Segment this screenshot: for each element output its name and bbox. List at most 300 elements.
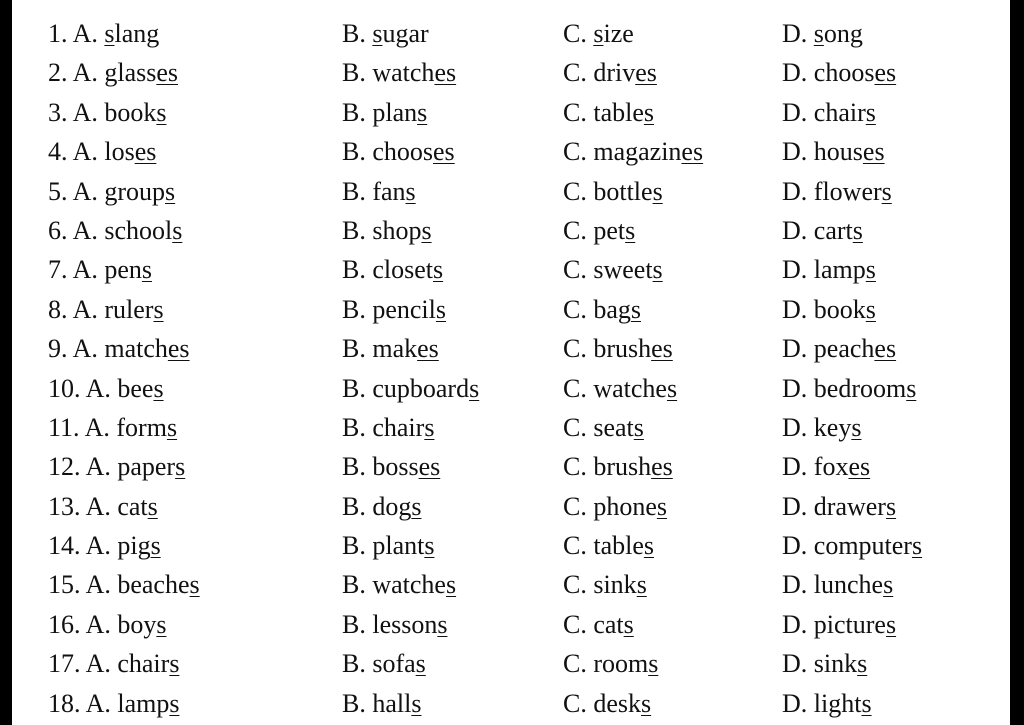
word-part: hall bbox=[372, 688, 412, 718]
option-letter: C. bbox=[563, 176, 594, 206]
word-part: seat bbox=[593, 412, 634, 442]
underlined-sound: s bbox=[883, 570, 894, 600]
word-part: phone bbox=[593, 491, 657, 521]
question-row bbox=[12, 684, 1010, 723]
underlined-sound: s bbox=[648, 649, 659, 679]
option-c bbox=[563, 684, 651, 723]
option-b bbox=[342, 408, 434, 447]
underlined-sound: s bbox=[625, 215, 636, 245]
option-letter: C. bbox=[563, 58, 594, 88]
word-part: closet bbox=[372, 255, 433, 285]
question-row bbox=[12, 290, 1010, 329]
question-row bbox=[12, 211, 1010, 250]
word-part: peach bbox=[813, 334, 875, 364]
underlined-sound: s bbox=[415, 649, 426, 679]
word-part: picture bbox=[813, 609, 886, 639]
option-letter: B. bbox=[342, 452, 373, 482]
option-d bbox=[782, 14, 863, 53]
option-a bbox=[48, 605, 166, 644]
option-a bbox=[48, 487, 158, 526]
word-part: ruler bbox=[104, 294, 154, 324]
option-d bbox=[782, 93, 876, 132]
underlined-sound: es bbox=[418, 452, 441, 482]
underlined-sound: s bbox=[656, 491, 668, 521]
option-c bbox=[563, 644, 658, 683]
option-letter: D. bbox=[782, 19, 814, 48]
option-letter: B. bbox=[342, 19, 373, 48]
underlined-sound: es bbox=[167, 334, 190, 364]
word-part: form bbox=[116, 412, 167, 442]
question-row bbox=[12, 526, 1010, 565]
option-letter: C. bbox=[563, 334, 594, 364]
underlined-sound: es bbox=[434, 58, 457, 88]
underlined-sound: s bbox=[636, 570, 647, 600]
option-c bbox=[563, 290, 641, 329]
option-c bbox=[563, 250, 663, 289]
option-letter: C. bbox=[563, 531, 594, 561]
option-c bbox=[563, 526, 654, 565]
word-part: pet bbox=[593, 215, 626, 245]
word-part: match bbox=[104, 334, 168, 364]
option-letter: D. bbox=[782, 215, 814, 245]
option-letter: D. bbox=[782, 334, 814, 364]
option-letter: D. bbox=[782, 255, 814, 285]
question-row bbox=[12, 644, 1010, 683]
option-letter: B. bbox=[342, 255, 373, 285]
word-part: pen bbox=[104, 255, 142, 285]
pronunciation-question-list bbox=[12, 14, 1010, 723]
option-letter: D. bbox=[782, 531, 814, 561]
underlined-sound: s bbox=[885, 609, 897, 639]
option-d bbox=[782, 644, 867, 683]
underlined-sound: es bbox=[874, 334, 897, 364]
option-c bbox=[563, 132, 703, 171]
option-a bbox=[48, 93, 166, 132]
word-part: bag bbox=[593, 294, 631, 324]
option-c bbox=[563, 605, 634, 644]
option-b bbox=[342, 93, 427, 132]
question-number: 18. A. bbox=[48, 688, 111, 718]
option-letter: B. bbox=[342, 137, 373, 167]
underlined-sound: s bbox=[411, 688, 422, 718]
option-b bbox=[342, 684, 421, 723]
question-row bbox=[12, 132, 1010, 171]
word-part: plant bbox=[372, 531, 425, 561]
underlined-sound: s bbox=[165, 176, 176, 206]
underlined-sound: es bbox=[681, 137, 704, 167]
option-letter: C. bbox=[563, 649, 594, 679]
option-letter: C. bbox=[563, 412, 594, 442]
option-letter: B. bbox=[342, 412, 373, 442]
underlined-sound: s bbox=[652, 176, 663, 206]
word-part: boy bbox=[117, 609, 157, 639]
word-part: ugar bbox=[382, 19, 429, 48]
option-b bbox=[342, 526, 434, 565]
underlined-sound: es bbox=[848, 452, 871, 482]
option-c bbox=[563, 211, 635, 250]
option-letter: B. bbox=[342, 491, 373, 521]
word-part: choos bbox=[813, 58, 875, 88]
word-part: ize bbox=[603, 19, 634, 48]
option-letter: D. bbox=[782, 137, 814, 167]
underlined-sound: s bbox=[911, 531, 923, 561]
worksheet-page bbox=[12, 0, 1010, 725]
option-c bbox=[563, 329, 673, 368]
underlined-sound: s bbox=[405, 176, 416, 206]
underlined-sound: s bbox=[153, 373, 164, 403]
underlined-sound: s bbox=[885, 491, 897, 521]
option-letter: B. bbox=[342, 215, 373, 245]
word-part: flower bbox=[813, 176, 882, 206]
option-b bbox=[342, 329, 439, 368]
underlined-sound: s bbox=[189, 570, 200, 600]
word-part: book bbox=[104, 97, 157, 127]
underlined-sound: es bbox=[862, 137, 885, 167]
word-part: chair bbox=[372, 412, 425, 442]
word-part: shop bbox=[372, 215, 422, 245]
underlined-sound: s bbox=[623, 609, 634, 639]
underlined-sound: s bbox=[469, 373, 480, 403]
option-a bbox=[48, 290, 164, 329]
option-d bbox=[782, 408, 861, 447]
underlined-sound: s bbox=[169, 688, 180, 718]
option-letter: C. bbox=[563, 373, 594, 403]
option-a bbox=[48, 684, 179, 723]
underlined-sound: s bbox=[372, 19, 383, 48]
option-b bbox=[342, 14, 429, 53]
word-part: boss bbox=[372, 452, 419, 482]
option-a bbox=[48, 408, 177, 447]
underlined-sound: s bbox=[813, 19, 824, 48]
question-number: 16. A. bbox=[48, 609, 111, 639]
option-letter: C. bbox=[563, 452, 594, 482]
option-b bbox=[342, 132, 455, 171]
underlined-sound: s bbox=[852, 215, 863, 245]
option-d bbox=[782, 53, 896, 92]
underlined-sound: es bbox=[874, 58, 897, 88]
underlined-sound: es bbox=[433, 137, 455, 167]
option-d bbox=[782, 329, 896, 368]
underlined-sound: es bbox=[635, 58, 657, 88]
underlined-sound: s bbox=[147, 491, 158, 521]
option-a bbox=[48, 447, 185, 486]
option-a bbox=[48, 526, 161, 565]
question-number: 3. A. bbox=[48, 97, 98, 127]
option-b bbox=[342, 644, 426, 683]
word-part: lamp bbox=[813, 255, 866, 285]
question-row bbox=[12, 250, 1010, 289]
underlined-sound: s bbox=[150, 531, 161, 561]
underlined-sound: s bbox=[865, 255, 876, 285]
word-part: magazin bbox=[593, 137, 682, 167]
underlined-sound: s bbox=[104, 19, 115, 48]
option-d bbox=[782, 211, 863, 250]
word-part: sink bbox=[813, 649, 858, 679]
underlined-sound: s bbox=[421, 215, 432, 245]
option-letter: B. bbox=[342, 570, 373, 600]
option-letter: B. bbox=[342, 176, 373, 206]
underlined-sound: s bbox=[166, 412, 178, 442]
option-a bbox=[48, 211, 182, 250]
word-part: pig bbox=[117, 531, 151, 561]
option-letter: B. bbox=[342, 58, 373, 88]
underlined-sound: s bbox=[643, 531, 654, 561]
question-number: 13. A. bbox=[48, 491, 111, 521]
question-number: 11. A. bbox=[48, 412, 110, 442]
underlined-sound: s bbox=[169, 649, 180, 679]
question-number: 1. A. bbox=[48, 19, 98, 48]
option-b bbox=[342, 211, 432, 250]
word-part: ong bbox=[823, 19, 863, 48]
question-number: 8. A. bbox=[48, 294, 98, 324]
question-row bbox=[12, 53, 1010, 92]
underlined-sound: s bbox=[156, 97, 167, 127]
underlined-sound: s bbox=[433, 255, 444, 285]
word-part: fan bbox=[372, 176, 406, 206]
word-part: room bbox=[593, 649, 649, 679]
option-a bbox=[48, 565, 200, 604]
option-letter: D. bbox=[782, 412, 814, 442]
option-letter: B. bbox=[342, 531, 373, 561]
option-letter: B. bbox=[342, 294, 373, 324]
word-part: mak bbox=[372, 334, 418, 364]
option-d bbox=[782, 605, 896, 644]
option-a bbox=[48, 250, 152, 289]
option-d bbox=[782, 290, 876, 329]
underlined-sound: s bbox=[411, 491, 422, 521]
option-b bbox=[342, 565, 456, 604]
word-part: light bbox=[813, 688, 862, 718]
word-part: fox bbox=[813, 452, 849, 482]
word-part: computer bbox=[813, 531, 912, 561]
option-d bbox=[782, 487, 896, 526]
word-part: hous bbox=[813, 137, 863, 167]
word-part: table bbox=[593, 97, 644, 127]
underlined-sound: s bbox=[643, 97, 654, 127]
word-part: beache bbox=[117, 570, 190, 600]
option-letter: D. bbox=[782, 570, 814, 600]
option-a bbox=[48, 644, 179, 683]
word-part: bee bbox=[117, 373, 154, 403]
underlined-sound: es bbox=[651, 334, 673, 364]
option-b bbox=[342, 487, 421, 526]
option-letter: C. bbox=[563, 609, 594, 639]
underlined-sound: s bbox=[175, 452, 186, 482]
word-part: paper bbox=[117, 452, 176, 482]
option-c bbox=[563, 408, 644, 447]
word-part: bottle bbox=[593, 176, 653, 206]
word-part: drawer bbox=[813, 491, 886, 521]
underlined-sound: s bbox=[141, 255, 153, 285]
underlined-sound: s bbox=[437, 609, 448, 639]
question-row bbox=[12, 408, 1010, 447]
question-row bbox=[12, 93, 1010, 132]
option-letter: D. bbox=[782, 688, 814, 718]
word-part: lamp bbox=[117, 688, 170, 718]
option-letter: D. bbox=[782, 491, 814, 521]
question-number: 14. A. bbox=[48, 531, 111, 561]
question-row bbox=[12, 447, 1010, 486]
option-a bbox=[48, 369, 164, 408]
word-part: sink bbox=[593, 570, 637, 600]
word-part: book bbox=[813, 294, 866, 324]
option-letter: C. bbox=[563, 97, 594, 127]
option-c bbox=[563, 172, 663, 211]
underlined-sound: es bbox=[417, 334, 439, 364]
underlined-sound: s bbox=[417, 97, 428, 127]
option-c bbox=[563, 487, 667, 526]
word-part: watche bbox=[593, 373, 667, 403]
underlined-sound: s bbox=[172, 215, 183, 245]
option-letter: C. bbox=[563, 688, 594, 718]
option-c bbox=[563, 53, 657, 92]
question-row bbox=[12, 329, 1010, 368]
underlined-sound: s bbox=[633, 412, 644, 442]
question-number: 7. A. bbox=[48, 255, 98, 285]
word-part: cat bbox=[117, 491, 148, 521]
word-part: table bbox=[593, 531, 644, 561]
option-letter: C. bbox=[563, 491, 594, 521]
question-number: 4. A. bbox=[48, 137, 98, 167]
option-letter: D. bbox=[782, 176, 814, 206]
option-d bbox=[782, 684, 872, 723]
option-d bbox=[782, 172, 892, 211]
option-b bbox=[342, 53, 456, 92]
option-letter: D. bbox=[782, 649, 814, 679]
option-b bbox=[342, 369, 479, 408]
word-part: sofa bbox=[372, 649, 416, 679]
underlined-sound: s bbox=[865, 294, 876, 324]
option-letter: B. bbox=[342, 97, 373, 127]
underlined-sound: s bbox=[865, 97, 876, 127]
option-letter: B. bbox=[342, 373, 373, 403]
option-letter: C. bbox=[563, 294, 594, 324]
option-c bbox=[563, 565, 647, 604]
word-part: bedroom bbox=[813, 373, 907, 403]
question-number: 6. A. bbox=[48, 215, 98, 245]
option-letter: C. bbox=[563, 215, 594, 245]
option-c bbox=[563, 93, 654, 132]
option-d bbox=[782, 132, 885, 171]
option-d bbox=[782, 526, 922, 565]
underlined-sound: s bbox=[156, 609, 167, 639]
option-a bbox=[48, 132, 156, 171]
question-row bbox=[12, 487, 1010, 526]
option-letter: B. bbox=[342, 688, 373, 718]
question-row bbox=[12, 565, 1010, 604]
word-part: brush bbox=[593, 334, 652, 364]
question-number: 17. A. bbox=[48, 649, 111, 679]
underlined-sound: es bbox=[156, 58, 179, 88]
word-part: brush bbox=[593, 452, 652, 482]
word-part: cart bbox=[813, 215, 853, 245]
word-part: watche bbox=[372, 570, 446, 600]
word-part: chair bbox=[117, 649, 170, 679]
underlined-sound: s bbox=[861, 688, 872, 718]
word-part: cupboard bbox=[372, 373, 470, 403]
underlined-sound: s bbox=[424, 412, 435, 442]
option-a bbox=[48, 53, 178, 92]
word-part: chair bbox=[813, 97, 866, 127]
option-a bbox=[48, 329, 190, 368]
word-part: desk bbox=[593, 688, 642, 718]
option-letter: C. bbox=[563, 137, 594, 167]
option-b bbox=[342, 447, 440, 486]
underlined-sound: s bbox=[593, 19, 604, 48]
underlined-sound: s bbox=[641, 688, 652, 718]
option-d bbox=[782, 369, 916, 408]
question-number: 9. A. bbox=[48, 334, 98, 364]
underlined-sound: s bbox=[435, 294, 446, 324]
word-part: lang bbox=[114, 19, 160, 48]
underlined-sound: s bbox=[906, 373, 917, 403]
option-b bbox=[342, 605, 447, 644]
question-number: 5. A. bbox=[48, 176, 98, 206]
option-d bbox=[782, 447, 870, 486]
underlined-sound: s bbox=[652, 255, 663, 285]
option-b bbox=[342, 250, 443, 289]
question-row bbox=[12, 172, 1010, 211]
word-part: pencil bbox=[372, 294, 436, 324]
option-a bbox=[48, 14, 159, 53]
word-part: dog bbox=[372, 491, 412, 521]
option-d bbox=[782, 565, 893, 604]
underlined-sound: s bbox=[857, 649, 868, 679]
underlined-sound: s bbox=[153, 294, 164, 324]
option-a bbox=[48, 172, 175, 211]
option-c bbox=[563, 14, 634, 53]
underlined-sound: es bbox=[134, 137, 157, 167]
question-number: 12. A. bbox=[48, 452, 111, 482]
option-c bbox=[563, 369, 677, 408]
word-part: sweet bbox=[593, 255, 653, 285]
question-number: 10. A. bbox=[48, 373, 111, 403]
option-letter: C. bbox=[563, 19, 594, 48]
option-letter: C. bbox=[563, 255, 594, 285]
option-b bbox=[342, 290, 446, 329]
option-letter: D. bbox=[782, 373, 814, 403]
underlined-sound: es bbox=[651, 452, 673, 482]
underlined-sound: s bbox=[445, 570, 457, 600]
option-d bbox=[782, 250, 876, 289]
word-part: group bbox=[104, 176, 166, 206]
option-letter: B. bbox=[342, 609, 373, 639]
option-letter: D. bbox=[782, 294, 814, 324]
option-c bbox=[563, 447, 673, 486]
option-letter: D. bbox=[782, 97, 814, 127]
word-part: choos bbox=[372, 137, 434, 167]
word-part: cat bbox=[593, 609, 624, 639]
option-letter: B. bbox=[342, 649, 373, 679]
question-row bbox=[12, 369, 1010, 408]
word-part: plan bbox=[372, 97, 418, 127]
word-part: glass bbox=[104, 58, 157, 88]
word-part: lesson bbox=[372, 609, 438, 639]
word-part: key bbox=[813, 412, 852, 442]
word-part: los bbox=[104, 137, 135, 167]
underlined-sound: s bbox=[851, 412, 862, 442]
option-letter: C. bbox=[563, 570, 594, 600]
option-letter: D. bbox=[782, 609, 814, 639]
question-row bbox=[12, 14, 1010, 53]
underlined-sound: s bbox=[630, 294, 642, 324]
underlined-sound: s bbox=[424, 531, 435, 561]
word-part: school bbox=[104, 215, 173, 245]
word-part: driv bbox=[593, 58, 636, 88]
option-letter: D. bbox=[782, 452, 814, 482]
word-part: watch bbox=[372, 58, 435, 88]
word-part: lunche bbox=[813, 570, 884, 600]
